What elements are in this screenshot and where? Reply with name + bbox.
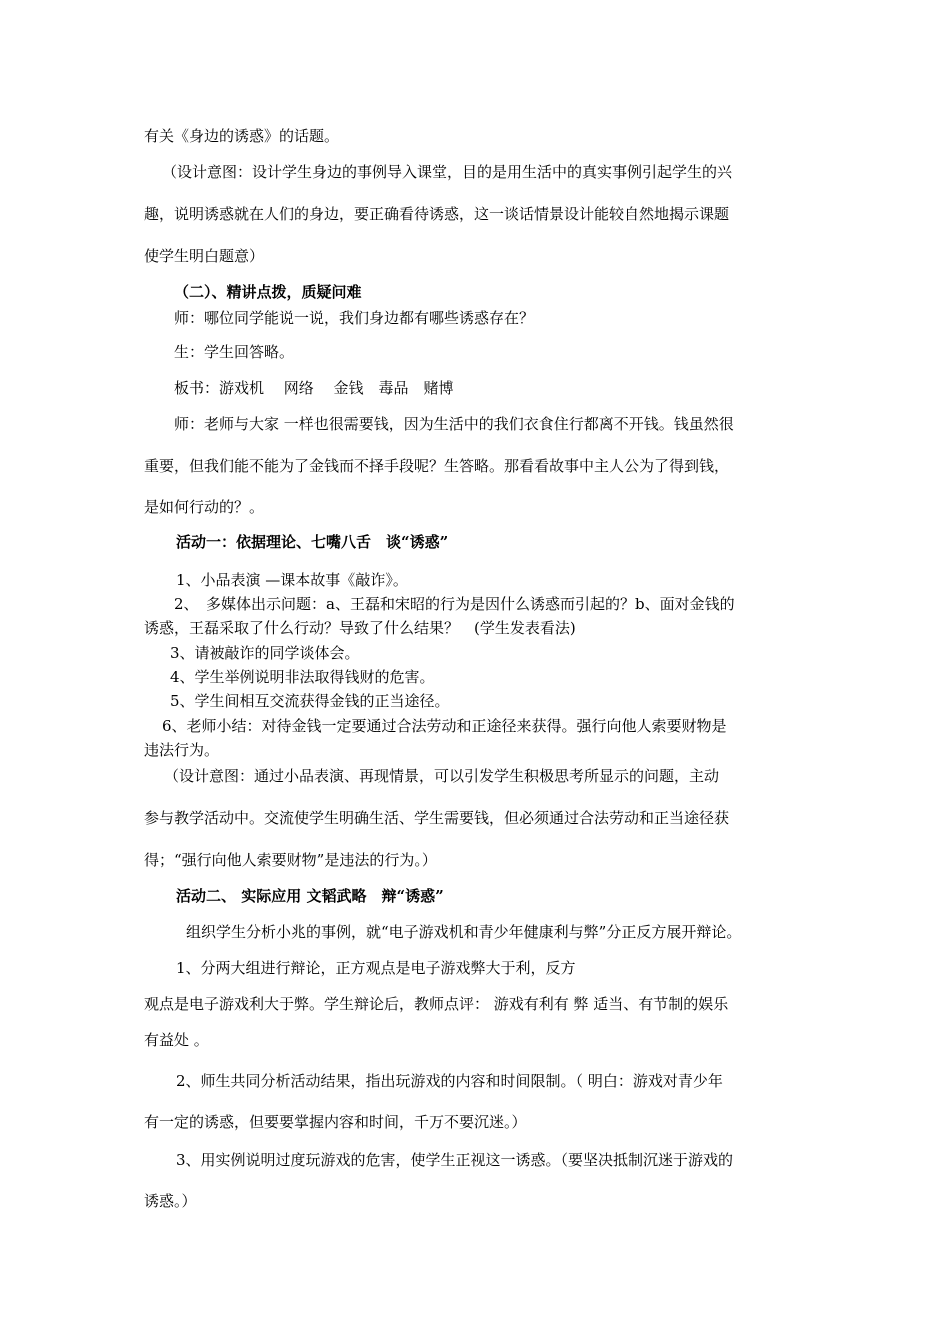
list-item: 1、小品表演 —课本故事《敲诈》。 bbox=[176, 571, 408, 589]
design-intent-line: （设计意图：通过小品表演、再现情景，可以引发学生积极思考所显示的问题，主动 bbox=[164, 767, 720, 785]
list-item: 2、师生共同分析活动结果，指出玩游戏的内容和时间限制。（ 明白：游戏对青少年 bbox=[176, 1072, 723, 1090]
list-item: 3、请被敲诈的同学谈体会。 bbox=[170, 644, 360, 662]
design-intent-line: 参与教学活动中。交流使学生明确生活、学生需要钱，但必须通过合法劳动和正当途径获 bbox=[144, 809, 730, 827]
design-intent-line: 得；“强行向他人索要财物”是违法的行为。） bbox=[144, 851, 437, 869]
list-item: 诱惑。） bbox=[144, 1192, 197, 1210]
list-item: 6、老师小结：对待金钱一定要通过合法劳动和正途径来获得。强行向他人索要财物是 bbox=[162, 717, 727, 735]
section-heading: （二）、精讲点拨，质疑问难 bbox=[174, 283, 362, 301]
design-intent-line: （设计意图：设计学生身边的事例导入课堂，目的是用生活中的真实事例引起学生的兴 bbox=[162, 163, 733, 181]
design-intent-line: 使学生明白题意） bbox=[144, 247, 265, 265]
list-item: 3、用实例说明过度玩游戏的危害，使学生正视这一诱惑。（要坚决抵制沉迷于游戏的 bbox=[176, 1151, 734, 1169]
list-item: 2、 多媒体出示问题：a、王磊和宋昭的行为是因什么诱惑而引起的？b、面对金钱的 bbox=[174, 595, 735, 613]
dialogue-line: 生：学生回答略。 bbox=[174, 343, 295, 361]
activity-heading: 活动二、 实际应用 文韬武略 辩“诱惑” bbox=[176, 887, 444, 905]
dialogue-line: 是如何行动的？。 bbox=[144, 498, 265, 516]
list-item: 有一定的诱惑，但要要掌握内容和时间，千万不要沉迷。） bbox=[144, 1113, 527, 1131]
dialogue-line: 师：老师与大家 一样也很需要钱，因为生活中的我们衣食住行都离不开钱。钱虽然很 bbox=[174, 415, 734, 433]
paragraph-line: 有关《身边的诱惑》的话题。 bbox=[144, 127, 340, 145]
list-item: 诱惑，王磊采取了什么行动？导致了什么结果？ (学生发表看法) bbox=[144, 619, 576, 637]
design-intent-line: 趣，说明诱惑就在人们的身边，要正确看待诱惑，这一谈话情景设计能较自然地揭示课题 bbox=[144, 205, 730, 223]
list-item: 1、分两大组进行辩论，正方观点是电子游戏弊大于利，反方 bbox=[176, 959, 576, 977]
list-item: 有益处 。 bbox=[144, 1031, 209, 1049]
list-item: 4、学生举例说明非法取得钱财的危害。 bbox=[170, 668, 435, 686]
dialogue-line: 重要，但我们能不能为了金钱而不择手段呢？生答略。那看看故事中主人公为了得到钱， bbox=[144, 457, 730, 475]
activity-heading: 活动一：依据理论、七嘴八舌 谈“诱惑” bbox=[176, 533, 449, 551]
dialogue-line: 师：哪位同学能说一说，我们身边都有哪些诱惑存在？ bbox=[174, 309, 535, 327]
list-item: 观点是电子游戏利大于弊。学生辩论后，教师点评： 游戏有利有 弊 适当、有节制的娱乐 bbox=[144, 995, 729, 1013]
list-item: 5、学生间相互交流获得金钱的正当途径。 bbox=[170, 692, 450, 710]
paragraph-line: 组织学生分析小兆的事例，就“电子游戏机和青少年健康利与弊”分正反方展开辩论。 bbox=[186, 923, 742, 941]
blackboard-line: 板书：游戏机 网络 金钱 毒品 赌博 bbox=[174, 379, 454, 397]
list-item: 违法行为。 bbox=[144, 741, 220, 759]
